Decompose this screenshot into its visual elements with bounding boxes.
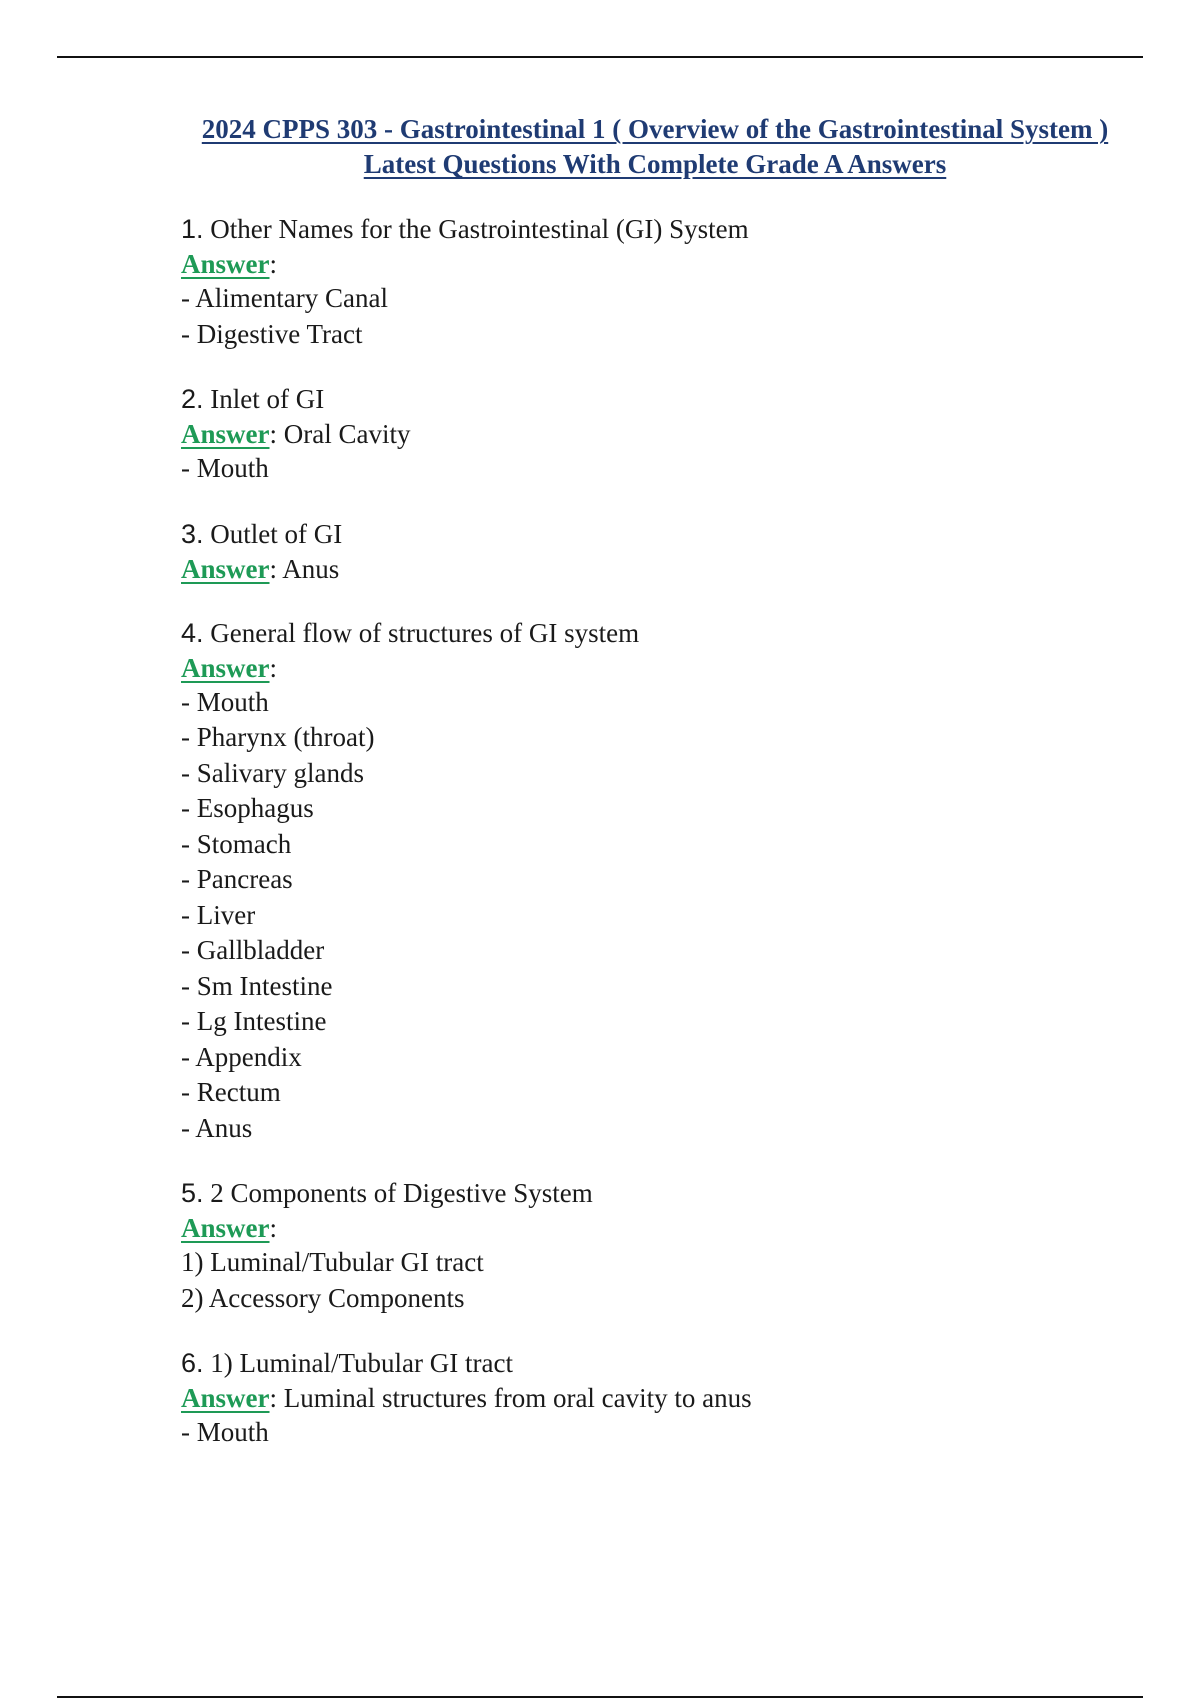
answer-item: - Liver [181,899,256,930]
question-block [181,1346,1141,1451]
answer-item: - Stomach [181,828,292,859]
answer-item: - Anus [181,1112,253,1143]
answer-item: 2) Accessory Components [181,1282,465,1313]
top-rule [57,56,1143,58]
question-list [181,212,1141,1481]
answer-item: - Appendix [181,1041,302,1072]
question-block [181,382,1141,487]
answer-text: Luminal structures from oral cavity to anus [277,1383,752,1413]
question-number: 4. [181,617,204,648]
answer-label: Answer [181,249,270,279]
answer-item: - Gallbladder [181,935,325,965]
question-text: Outlet of GI [210,518,343,549]
question-line [181,382,1141,417]
answer-label: Answer [181,652,270,683]
question-block [181,616,1141,1147]
answer-label: Answer [181,1213,270,1243]
question-number: 1. [181,214,204,244]
answer-item: - Mouth [181,686,269,717]
answer-line: Answer: Luminal structures from oral cavity to anus [181,1383,752,1413]
question-number: 2. [181,384,204,414]
question-line [181,1176,1141,1211]
answer-label: Answer [181,1383,270,1413]
question-line [181,517,1141,552]
answer-item: - Digestive Tract [181,318,363,349]
answer-item: - Mouth [181,1417,269,1447]
answer-text: Oral Cavity [277,419,411,449]
question-text: 1) Luminal/Tubular GI tract [210,1348,513,1378]
question-line [181,616,1141,651]
answer-item: - Salivary glands [181,757,364,788]
document-title [160,112,1150,182]
answer-line: Answer: [181,1213,278,1243]
answer-label: Answer [181,553,270,584]
question-number: 3. [181,518,204,549]
question-block [181,212,1141,352]
question-text: Inlet of GI [210,384,325,414]
question-line [181,212,1141,247]
answer-item: - Pancreas [181,864,293,894]
question-number: 5. [181,1178,204,1208]
answer-line: Answer: Anus [181,553,340,584]
answer-line: Answer: [181,249,278,279]
answer-line: Answer: [181,652,278,683]
answer-item: - Sm Intestine [181,970,333,1001]
answer-line: Answer: Oral Cavity [181,419,411,449]
question-block [181,517,1141,586]
question-text: Other Names for the Gastrointestinal (GI) System [210,214,749,244]
answer-label: Answer [181,419,270,449]
answer-text: Anus [277,553,340,584]
question-block [181,1176,1141,1316]
answer-item: - Mouth [181,453,269,483]
question-line [181,1346,1141,1381]
title-line-1: 2024 CPPS 303 - Gastrointestinal 1 ( Overview of the Gastrointestinal System ) [201,114,1109,144]
title-line-2: Latest Questions With Complete Grade A Answers [363,149,947,179]
bottom-rule [57,1696,1143,1698]
answer-item: - Lg Intestine [181,1006,327,1036]
answer-item: 1) Luminal/Tubular GI tract [181,1247,484,1277]
question-number: 6. [181,1348,204,1378]
answer-item: - Alimentary Canal [181,283,388,313]
answer-item: - Pharynx (throat) [181,722,375,752]
question-text: 2 Components of Digestive System [210,1178,593,1208]
answer-item: - Rectum [181,1077,281,1107]
answer-item: - Esophagus [181,793,314,823]
question-text: General flow of structures of GI system [210,617,640,648]
